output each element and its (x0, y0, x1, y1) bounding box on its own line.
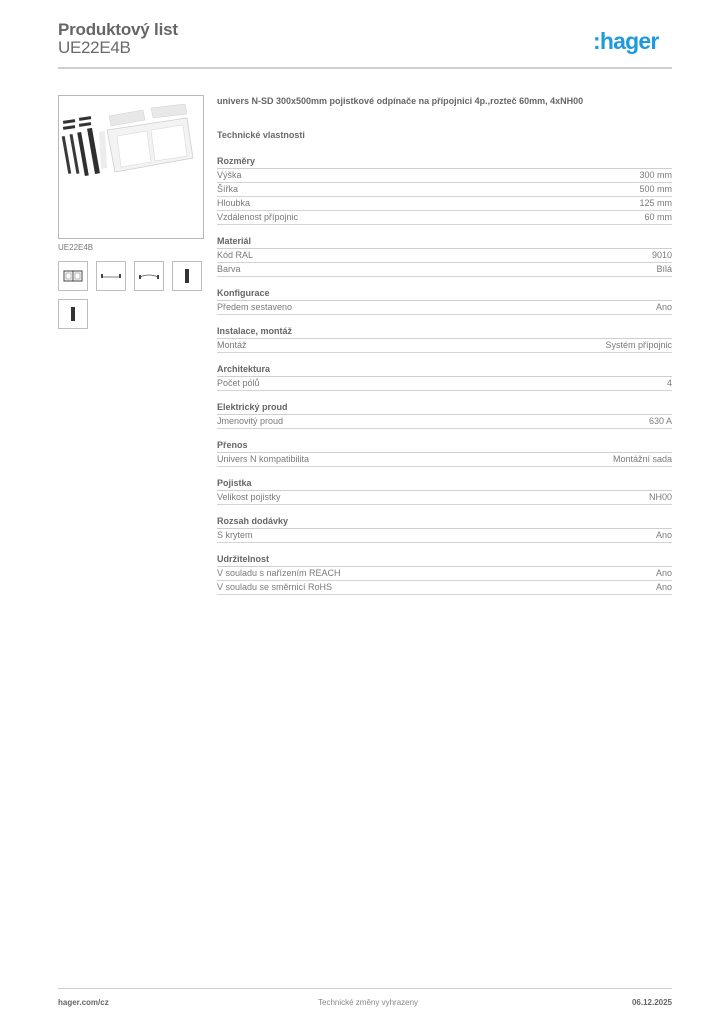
spec-label: Barva (217, 264, 241, 274)
spec-row (217, 491, 672, 505)
image-caption: UE22E4B (58, 243, 94, 252)
spec-section (217, 515, 672, 543)
spec-value: Ano (655, 302, 672, 312)
busbar-end-view-icon (184, 268, 190, 284)
thumbnail-busbar-end[interactable] (172, 261, 202, 291)
spec-row (217, 339, 672, 353)
spec-value: 125 mm (639, 198, 672, 208)
spec-value: 4 (666, 378, 672, 388)
side-view-icon (138, 272, 160, 280)
spec-section-title: Architektura (217, 363, 672, 377)
spec-table (217, 155, 672, 605)
spec-label: Počet pólů (217, 378, 260, 388)
product-photo-icon (59, 96, 203, 238)
page-title: Produktový list (58, 20, 178, 39)
spec-section (217, 155, 672, 225)
spec-label: Hloubka (217, 198, 251, 208)
spec-value: Ano (655, 568, 672, 578)
spec-label: Velikost pojistky (217, 492, 281, 502)
thumbnail-busbar-side[interactable] (58, 299, 88, 329)
spec-section-title: Pojistka (217, 477, 672, 491)
spec-section-title: Elektrický proud (217, 401, 672, 415)
spec-value: 300 mm (639, 170, 672, 180)
spec-section-title: Rozměry (217, 155, 672, 169)
spec-section-title: Rozsah dodávky (217, 515, 672, 529)
spec-section-title: Udržitelnost (217, 553, 672, 567)
spec-row (217, 301, 672, 315)
header-divider (58, 67, 672, 69)
tech-properties-title: Technické vlastnosti (217, 130, 305, 140)
spec-label: Výška (217, 170, 242, 180)
spec-value: Systém přípojnic (605, 340, 672, 350)
footer-divider (58, 988, 672, 989)
footer-date: 06.12.2025 (631, 998, 672, 1007)
spec-row (217, 567, 672, 581)
hager-logo: :hager (593, 28, 659, 54)
product-code: UE22E4B (58, 38, 131, 57)
spec-section (217, 235, 672, 277)
spec-label: Kód RAL (217, 250, 254, 260)
thumbnail-front-view[interactable] (58, 261, 88, 291)
spec-row (217, 453, 672, 467)
spec-row (217, 581, 672, 595)
spec-row (217, 249, 672, 263)
front-view-icon (63, 270, 83, 282)
spec-section-title: Přenos (217, 439, 672, 453)
thumbnail-top-view[interactable] (96, 261, 126, 291)
spec-value: NH00 (648, 492, 672, 502)
footer-disclaimer: Technické změny vyhrazeny (318, 998, 419, 1007)
footer-website-link[interactable]: hager.com/cz (58, 998, 109, 1007)
spec-label: Předem sestaveno (217, 302, 293, 312)
spec-label: Jmenovitý proud (217, 416, 284, 426)
spec-row (217, 415, 672, 429)
spec-label: V souladu se směrnicí RoHS (217, 582, 333, 592)
spec-value: Ano (655, 582, 672, 592)
spec-section (217, 401, 672, 429)
spec-row (217, 197, 672, 211)
spec-row (217, 263, 672, 277)
spec-section-title: Materiál (217, 235, 672, 249)
spec-value: 9010 (651, 250, 672, 260)
spec-label: S krytem (217, 530, 253, 540)
product-description: univers N-SD 300x500mm pojistkové odpínače na přípojnici 4p.,rozteč 60mm, 4xNH00 (217, 96, 584, 106)
top-view-icon (100, 272, 122, 280)
spec-section (217, 363, 672, 391)
busbar-side-view-icon (70, 306, 76, 322)
spec-label: Vzdálenost přípojnic (217, 212, 299, 222)
spec-section (217, 553, 672, 595)
spec-row (217, 529, 672, 543)
spec-row (217, 183, 672, 197)
spec-section (217, 287, 672, 315)
spec-section (217, 439, 672, 467)
spec-value: Bílá (656, 264, 672, 274)
spec-section-title: Konfigurace (217, 287, 672, 301)
spec-row (217, 377, 672, 391)
spec-label: Šířka (217, 184, 239, 194)
spec-value: 60 mm (644, 212, 672, 222)
spec-row (217, 211, 672, 225)
spec-section-title: Instalace, montáž (217, 325, 672, 339)
spec-row (217, 169, 672, 183)
thumbnail-side-view[interactable] (134, 261, 164, 291)
spec-label: Univers N kompatibilita (217, 454, 310, 464)
spec-value: Ano (655, 530, 672, 540)
product-image (58, 95, 204, 239)
spec-value: 630 A (648, 416, 672, 426)
spec-section (217, 477, 672, 505)
spec-label: V souladu s nařízením REACH (217, 568, 341, 578)
spec-label: Montáž (217, 340, 247, 350)
spec-value: Montážní sada (612, 454, 672, 464)
spec-value: 500 mm (639, 184, 672, 194)
spec-section (217, 325, 672, 353)
